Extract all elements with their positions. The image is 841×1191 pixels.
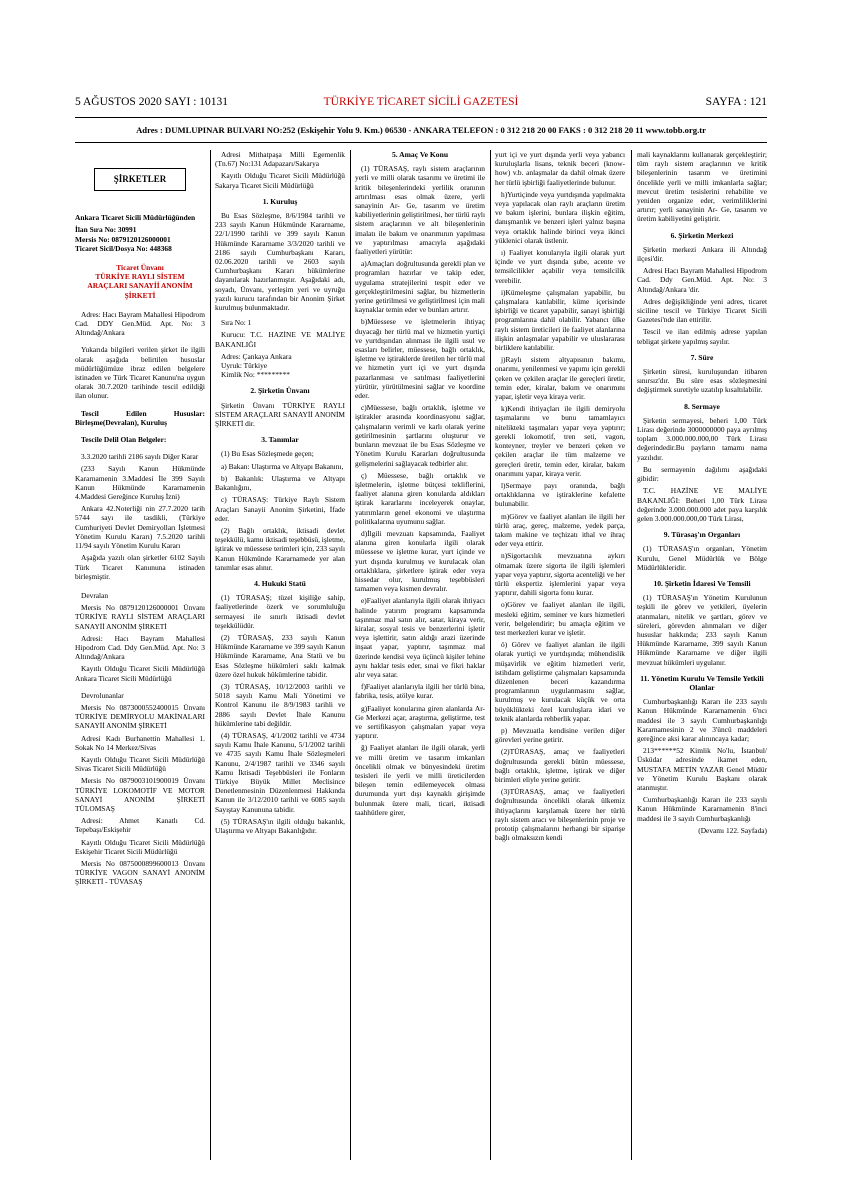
paragraph: Adresi: Hacı Bayram Mahallesi Hipodrom Cad. Ddy Gen.Müd. Apt. No: 3 Altındağ/Ankara xyxy=(75,633,205,662)
paragraph: Cumhurbaşkanlığı Kararı ile 233 sayılı Kanun Hükmünde Kararnamenin 8'inci maddesi ile 3 sayılı Cumhurbaşkanlığı xyxy=(637,795,767,823)
paragraph: l)Sermaye payı oranında, bağlı ortaklıklarına ve iştiraklerine kefalette bulunabilir. xyxy=(495,480,625,509)
paragraph: Adresi Hacı Bayram Mahallesi Hipodrom Cad. Ddy Gen.Müd. Apt. No: 3 Altındağ/Ankara 'dir. xyxy=(637,266,767,294)
paragraph: Ankara 42.Noterliği nin 27.7.2020 tarih 5744 sayı ile tasdikli, (Türkiye Cumhuriyeti Devlet Demiryolları İşletmesi Yönetim Kurulu Kararı) 7.5.2020 tarihli 11/94 sayılı Yönetim Kurulu Kararı xyxy=(75,504,205,551)
article-columns xyxy=(75,150,767,1160)
paragraph: (1) Bu Esas Sözleşmede geçen; xyxy=(221,449,314,459)
paragraph: i)Kümeleşme çalışmaları yapabilir, bu çalışmalara katılabilir, küme içerisinde işbirliği ve ticaret yapabilir, sanayi işbirliği programlarına dahil olabilir. Yabancı ülke raylı sistem üreticileri ile faaliyet alanlarına ilişkin anlaşmalar yapabilir ve uluslararası birliklere katılabilir. xyxy=(495,287,625,353)
paragraph: b) Bakanlık: Ulaştırma ve Altyapı Bakanlığını, xyxy=(215,473,345,493)
paragraph: ö) Görev ve faaliyet alanları ile ilgili olarak yurtiçi ve yurtdışında; mühendislik müşavirlik ve eğitim hizmetleri verir, istihdam geliştirme çalışmaları kapsamında düzenlenen beceri kazandırma programlarının uygulanmasını sağlar, kurulmuş ve kurulacak küçük ve orta büyüklükteki özel kuruluşlara idari ve teknik alanlarda rehberlik yapar. xyxy=(495,640,625,723)
registry-office: Ankara Ticaret Sicili Müdürlüğünden xyxy=(75,213,196,223)
gazette-title: TÜRKİYE TİCARET SİCİLİ GAZETESİ xyxy=(323,96,519,108)
ilan-number: İlan Sıra No: 30991 xyxy=(75,225,137,235)
paragraph: (1) TÜRASAŞ'ın Yönetim Kurulunun teşkili ile görev ve yetkileri, üyelerin atanmaları, nitelik ve şartları, görev ve süreleri, görevden alınmaları ve diğer hususlar hakkında; 233 sayılı Kanun Hükmünde Kararname, 399 sayılı Kanun Hükmünde Kararname ve diğer ilgili mevzuat hükümleri uygulanır. xyxy=(637,593,767,667)
company-title-label: Ticaret Ünvanı xyxy=(116,263,164,273)
issue-date: 5 AĞUSTOS 2020 SAYI : 10131 xyxy=(75,96,229,108)
paragraph: m)Görev ve faaliyet alanları ile ilgili her türlü araç, gereç, malzeme, yedek parça, takım makine ve teçhizatı ithal ve ihraç eder veya ettirir. xyxy=(495,511,625,549)
column-5 xyxy=(637,150,767,1160)
page-header xyxy=(75,96,767,118)
paragraph: n)Sigortacılık mevzuatına aykırı olmamak üzere sigorta ile ilgili işlemleri yapar veya yaptırır, sigorta acenteliği ve her türlü ekspertiz işlemlerini yapar veya yaptırır, dahili sigorta fonu kurar. xyxy=(495,551,625,598)
paragraph: Adres: Çankaya Ankara xyxy=(221,351,292,361)
paragraph: Kimlik No: ********* xyxy=(221,370,290,380)
continued-note: (Devamı 122. Sayfada) xyxy=(698,825,767,835)
column-divider xyxy=(210,150,211,1160)
paragraph: Bu Esas Sözleşme, 8/6/1984 tarihli ve 233 sayılı Kanun Hükmünde Kararname, 22/1/1990 tarihli ve 399 sayılı Kanun Hükmünde Kararname 3/3/2020 tarihli ve 2186 sayılı Cumhurbaşkanı Kararı, 02.06.2020 tarihli ve 2603 sayılı Cumhurbaşkanı Kararı hükümlerine dayanılarak hazırlanmıştır. Aşağıdaki adı, soyadı, Ünvanı, yerleşim yeri ve uyruğu yazılı kurucu tarafından bir Anonim Şirket kurulmuş bulunmaktadır. xyxy=(215,211,345,313)
paragraph: Sıra No: 1 xyxy=(221,318,252,328)
paragraph: e)Faaliyet alanlarıyla ilgili olarak ihtiyacı halinde yatırım programı kapsamında taşınmaz mal satın alır, satar, kiraya verir, kiralar, sosyal tesis ve benzerlerini işletir veya işlettirir, satın aldığı arazi üzerinde inşaat yapar, yaptırır, taşınmaz mal üzerinde kendisi veya üçüncü kişiler lehine aynı haklar tesis eder, sınai ve fikri haklar alır veya satar. xyxy=(355,596,485,679)
subheading: Devralan xyxy=(81,590,109,600)
company-title: TÜRKİYE RAYLI SİSTEM ARAÇLARI SANAYİİ ANONİM ŞİRKETİ xyxy=(87,272,193,300)
column-divider xyxy=(631,150,632,1160)
paragraph: b)Müessese ve işletmelerin ihtiyaç duyacağı her türlü mal ve hizmetin yurtiçi ve yurtdışından alınması ile ilgili usul ve esasları belirler, müessese, bağlı ortaklık, işletme ve iştiraklerde üretilen her türlü mal ve hizmetin yurt içi ve yurt dışında pazarlanması ve satılması faaliyetlerini yürütür, yürütülmesini sağlar ve koordine eder. xyxy=(355,317,485,401)
subheading: Devrolunanlar xyxy=(81,690,124,700)
column-3 xyxy=(355,150,485,1160)
paragraph: f)Faaliyet alanlarıyla ilgili her türlü bina, fabrika, tesis, atölye kurar. xyxy=(355,682,485,701)
section-heading: 3. Tanımlar xyxy=(261,435,299,445)
paragraph: o)Görev ve faaliyet alanları ile ilgili, mesleki eğitim, seminer ve kurs hizmetleri verir, belgelendirir; bu amaçla eğitim ve test merkezleri kurar ve işletir. xyxy=(495,600,625,637)
paragraph: 3.3.2020 tarihli 2186 sayılı Diğer Karar xyxy=(81,452,199,462)
paragraph: Şirketin sermayesi, beheri 1,00 Türk Lirası değerinde 3000000000 paya ayrılmış toplam 3.000.000.000,00 Türk Lirası değerindedir.Bu payların tamamı nama yazılıdır. xyxy=(637,415,767,462)
paragraph: (2)TÜRASAŞ, amaç ve faaliyetleri doğrultusunda gerekli bütün müessese, bağlı ortaklık, işletme, iştirak ve diğer birimleri eliyle yerine getirir. xyxy=(495,747,625,784)
column-1 xyxy=(75,150,205,1160)
paragraph: (233 Sayılı Kanun Hükmünde Kararnamenin 3.Maddesi İle 399 Sayılı Kanun Hükmünde Kararnamenin 4.Maddesi Gereğince Kuruluş İzni) xyxy=(75,464,205,502)
paragraph: Adresi Mithatpaşa Milli Egemenlik (Tn.67) No:131 Adapazarı/Sakarya xyxy=(215,150,345,169)
paragraph: ç) Müessese, bağlı ortaklık ve işletmelerin, işletme bütçesi tekliflerini, faaliyet alanına giren konularda aldıkları iştirak kararlarını inceleyerek onaylar, yatırımların genel ekonomi ve ulaştırma politikalarına uyumunu sağlar. xyxy=(355,470,485,526)
column-4 xyxy=(495,150,625,1160)
paragraph: h)Yurtiçinde veya yurtdışında yapılmakta veya yapılacak olan raylı araçların üretim ve bakım işlerini, bunlara ilişkin eğitim, danışmanlık ve benzeri işleri yalnız başına veya ortaklık halinde birinci veya ikinci yüklenici olarak üstlenir. xyxy=(495,189,625,245)
paragraph: Mersis No 0875000899600013 Ünvanı TÜRKİYE VAGON SANAYİ ANONİM ŞİRKETİ - TÜVASAŞ xyxy=(75,858,205,887)
paragraph: a)Amaçları doğrultusunda gerekli plan ve programları hazırlar ve takip eder, uygulama stratejilerini tespit eder ve gerçekleştirilmesini sağlar, bu hizmetlerin yerine getirilmesi ve geliştirilmesi için mali kaynaklar temin eder ve bunları artırır. xyxy=(355,259,485,315)
paragraph: Aşağıda yazılı olan şirketler 6102 Sayılı Türk Ticaret Kanununa istinaden birleşmiştir. xyxy=(75,553,205,581)
column-divider xyxy=(490,150,491,1160)
paragraph: c) TÜRASAŞ: Türkiye Raylı Sistem Araçları Sanayii Anonim Şirketini, İfade eder. xyxy=(215,495,345,523)
paragraph: Şirketin Ünvanı TÜRKİYE RAYLI SİSTEM ARAÇLARI SANAYİİ ANONİM ŞİRKETİ dir. xyxy=(215,400,345,429)
paragraph: mali kaynaklarını kullanarak gerçekleştirir; tüm raylı sistem araçlarının ve kritik bileşenlerinin tasarım ve üretimini öncelikle yerli ve milli imkanlarla sağlar; mevcut üretim tesislerini rehabilite ve yeniden organize eder, verimliliklerini artırır; yerli sanayinin Ar- Ge, tasarım ve üretim kabiliyetini geliştirir. xyxy=(637,150,767,224)
paragraph: k)Kendi ihtiyaçları ile ilgili demiryolu taşımalarını ve bunu tamamlayıcı nitelikteki taşımaları yapar veya yaptırır; gerekli lokomotif, tren seti, vagon, konteyner, treyler ve benzeri çeken ve çekilen araçlar ile tüm malzeme ve gereçleri üretir, temin eder, kiralar, bakım onarımını yapar, kiraya verir. xyxy=(495,404,625,478)
paragraph: Adresi: Ahmet Kanatlı Cd. Tepebaşı/Eskişehir xyxy=(75,816,205,835)
section-heading: 10. Şirketin İdaresi Ve Temsili xyxy=(653,578,751,588)
paragraph: Yukarıda bilgileri verilen şirket ile ilgili olarak aşağıda belirtilen hususlar müdürlüğümüze ibraz edilen belgelere istinaden ve Türk Ticaret Kanunu'na uygun olarak 30.7.2020 tarihinde tescil edildiği ilan olunur. xyxy=(75,345,205,401)
section-heading: 5. Amaç Ve Konu xyxy=(391,150,449,159)
paragraph: Cumhurbaşkanlığı Kararı ile 233 sayılı Kanun Hükmünde Kararnamenin 6'ncı maddesi ile 3 sayılı Cumhurbaşkanlığı Kararnamesinin 2 ve 3'üncü maddeleri gereğince aksi karar alınıncaya kadar; xyxy=(637,697,767,743)
paragraph: ğ) Faaliyet alanları ile ilgili olarak, yerli ve milli üretim ve tasarım imkanları öncelikli olmak ve bünyesindeki üretim tesisleri ile yerli ve milli üreticilerden bileşen temin edilemeyecek olması durumunda yurt dışı kaynaklı girişimde bulunmak üzere mali, ticari, iktisadi taahhütlere girer, xyxy=(355,743,485,817)
paragraph: p) Mevzuatla kendisine verilen diğer görevleri yerine getirir. xyxy=(495,725,625,745)
page-number: SAYFA : 121 xyxy=(705,96,767,108)
section-box-title: ŞİRKETLER xyxy=(94,168,186,191)
paragraph: Uyruk: Türkiye xyxy=(221,361,268,371)
address-divider xyxy=(75,142,767,143)
paragraph: (4) TÜRASAŞ, 4/1/2002 tarihli ve 4734 sayılı Kamu İhale Kanunu, 5/1/2002 tarihli ve 4735 sayılı Kamu İhale Sözleşmeleri Kanunu, 2/4/1987 tarihli ve 3346 sayılı Kamu İktisadi Teşebbüsleri ile Fonların Türkiye Büyük Millet Meclisince Denetlenmesinin Düzenlenmesi Hakkında Kanun ile 3/12/2010 tarihli ve 6085 sayılı Sayıştay Kanununa tabidir. xyxy=(215,730,345,814)
paragraph: d)İlgili mevzuatı kapsamında, Faaliyet alanına giren konularla ilgili olarak müessese ve işletme kurar, yurt içinde ve yurt dışında kurulmuş ve kurulacak olan ortaklıklara, şirketlere iştirak eder veya hissedar olur, kurulmuş teşebbüsleri tamamen veya kısmen devralır. xyxy=(355,528,485,594)
section-heading: 9. Türasaş'ın Organları xyxy=(663,530,741,540)
paragraph: Adres değişikliğinde yeni adres, ticaret siciline tescil ve Türkiye Ticaret Sicili Gazetesi'nde ilan ettirilir. xyxy=(637,296,767,325)
paragraph: (3) TÜRASAŞ, 10/12/2003 tarihli ve 5018 sayılı Kamu Mali Yönetimi ve Kontrol Kanunu ile 8/9/1983 tarihli ve 2886 sayılı Devlet İhale Kanunu hükümlerine tabi değildir. xyxy=(215,681,345,728)
sicil-number: Ticaret Sicil/Dosya No: 448368 xyxy=(75,243,172,253)
evidence-heading: Tescile Delil Olan Belgeler: xyxy=(81,435,167,445)
paragraph: (1) TÜRASAŞ; tüzel kişiliğe sahip, faaliyetlerinde özerk ve sorumluluğu sermayesi ile sınırlı iktisadi devlet teşekkülüdür. xyxy=(215,593,345,630)
paragraph: a) Bakan: Ulaştırma ve Altyapı Bakanını, xyxy=(221,461,344,471)
paragraph: Kayıtlı Olduğu Ticaret Sicili Müdürlüğü Eskişehir Ticaret Sicili Müdürlüğü xyxy=(75,837,205,856)
paragraph: Kayıtlı Olduğu Ticaret Sicili Müdürlüğü Ankara Ticaret Sicili Müdürlüğü xyxy=(75,664,205,683)
registered-matters: Tescil Edilen Hususlar: Birleşme(Devralan), Kuruluş xyxy=(75,408,205,427)
paragraph: (3)TÜRASAŞ, amaç ve faaliyetleri doğrultusunda öncelikli olarak ülkemiz ihtiyaçlarını karşılamak üzere her türlü raylı sistem aracı ve bileşenlerinin proje ve prototip çalışmalarını herhangi bir siparişe bağlı olmaksızın kendi xyxy=(495,787,625,843)
company-address: Adres: Hacı Bayram Mahallesi Hipodrom Cad. DDY Gen.Müd. Apt. No: 3 Altındağ/Ankara xyxy=(75,309,205,338)
paragraph: Mersis No 0873000552400015 Ünvanı TÜRKİYE DEMİRYOLU MAKİNALARI SANAYİİ ANONİM ŞİRKETİ xyxy=(75,702,205,731)
paragraph: g)Faaliyet konularına giren alanlarda Ar- Ge Merkezi açar, araştırma, geliştirme, test ve sertifikasyon çalışmaları yapar veya yaptırır. xyxy=(355,703,485,741)
paragraph: Şirketin süresi, kuruluşundan itibaren sınırsız'dır. Bu süre esas sözleşmesini değiştirmek suretiyle uzatılıp kısaltılabilir. xyxy=(637,367,767,395)
paragraph: (1) TÜRASAŞ, raylı sistem araçlarının yerli ve milli olarak tasarımı ve üretimi ile kritik bileşenlerindeki yerlilik oranının artırılması esas olmak üzere, yerli sanayinin Ar- Ge, tasarım ve üretim kabiliyetlerinin geliştirilmesi, her türlü raylı sistem araçlarının ve alt bileşenlerinin imalatı ile bakım ve onarımının yapılması ve yaptırılması amacıyla aşağıdaki faaliyetleri yürütür: xyxy=(355,164,485,257)
paragraph: (2) TÜRASAŞ, 233 sayılı Kanun Hükmünde Kararname ve 399 sayılı Kanun Hükmünde Kararname, Ana Statü ve bu Esas Sözleşme hükümleri saklı kalmak üzere özel hukuk hükümlerine tabidir. xyxy=(215,632,345,679)
section-heading: 7. Süre xyxy=(690,352,714,362)
column-divider xyxy=(350,150,351,1160)
column-2 xyxy=(215,150,345,1160)
paragraph: Mersis No 0879120126000001 Ünvanı TÜRKİYE RAYLI SİSTEM ARAÇLARI SANAYİİ ANONİM ŞİRKETİ xyxy=(75,603,205,631)
mersis-number: Mersis No: 0879120126000001 xyxy=(75,234,171,244)
paragraph: yurt içi ve yurt dışında yerli veya yabancı kuruluşlarla lisans, teknik beceri (know- how) v.b. anlaşmalar da dahil olmak üzere her türlü işbirliği faaliyetlerinde bulunur. xyxy=(495,150,625,187)
paragraph: Şirketin merkezi Ankara ili Altındağ ilçesi'dir. xyxy=(637,244,767,264)
paragraph: (2) Bağlı ortaklık, iktisadi devlet teşekkülü, kamu iktisadi teşebbüsü, işletme, iştirak ve müessese terimleri için, 233 sayılı Kanun Hükmünde Kararnamede yer alan tanımlar esas alınır. xyxy=(215,525,345,572)
paragraph: (5) TÜRASAŞ'ın ilgili olduğu bakanlık, Ulaştırma ve Altyapı Bakanlığıdır. xyxy=(215,816,345,835)
paragraph: 213******52 Kimlik No'lu, İstanbul/Üsküdar adresinde ikamet eden, MUSTAFA METİN YAZAR Genel Müdür ve Yönetim Kurulu Başkanı olarak atanmıştır. xyxy=(637,746,767,792)
paragraph: T.C. HAZİNE VE MALİYE BAKANLIĞI: Beheri 1,00 Türk Lirası değerinde 3.000.000.000 adet paya karşılık gelen 3.000.000.000,00 Türk Lirası, xyxy=(637,486,767,523)
section-heading: 1. Kuruluş xyxy=(262,196,298,206)
paragraph: Tescil ve ilan edilmiş adrese yapılan tebligat şirkete yapılmış sayılır. xyxy=(637,327,767,346)
paragraph: Mersis No 0879003101900019 Ünvanı TÜRKİYE LOKOMOTİF VE MOTOR SANAYİ ANONİM ŞİRKETİ TÜLOMSAŞ xyxy=(75,776,205,813)
paragraph: Adresi Kadı Burhanettin Mahallesi 1. Sokak No 14 Merkez/Sivas xyxy=(75,733,205,752)
section-heading: 4. Hukuki Statü xyxy=(254,578,306,588)
section-heading: 6. Şirketin Merkezi xyxy=(670,230,734,240)
paragraph: Bu sermayenin dağılımı aşağıdaki gibidir: xyxy=(637,464,767,484)
contact-address: Adres : DUMLUPINAR BULVARI NO:252 (Eskişehir Yolu 9. Km.) 06530 - ANKARA TELEFON : 0 312 218 20 00 FAKS : 0 312 218 20 11 www.tobb.org.tr xyxy=(136,125,706,135)
paragraph: (1) TÜRASAŞ'ın organları, Yönetim Kurulu, Genel Müdürlük ve Bölge Müdürlükleridir. xyxy=(637,544,767,572)
section-heading: 11. Yönetim Kurulu Ve Temsile Yetkili Olanlar xyxy=(640,673,764,692)
paragraph: c)Müessese, bağlı ortaklık, işletme ve iştirakler arasında koordinasyonu sağlar, çalışmaların verimli ve karlı olarak yerine getirilmesinin şartlarını oluşturur ve bunların mevzuat ile bu Esas Sözleşme ve Yönetim Kurulu Kararları doğrultusunda gelişmelerini sağlayacak tedbirler alır. xyxy=(355,403,485,468)
paragraph: j)Raylı sistem altyapısının bakımı, onarımı, yenilenmesi ve yapımı için gerekli çeken ve çekilen araçlar ile gereçleri üretir, temin eder, kiralar, bakım ve onarımını yapar, işletir veya kiraya verir. xyxy=(495,355,625,402)
section-heading: 2. Şirketin Ünvanı xyxy=(250,386,310,396)
paragraph: Kayıtlı Olduğu Ticaret Sicili Müdürlüğü Sakarya Ticaret Sicili Müdürlüğü xyxy=(215,171,345,190)
header-divider xyxy=(75,117,767,118)
paragraph: Kayıtlı Olduğu Ticaret Sicili Müdürlüğü Sivas Ticaret Sicili Müdürlüğü xyxy=(75,754,205,774)
paragraph: Kurucu: T.C. HAZİNE VE MALİYE BAKANLIĞI xyxy=(215,330,345,349)
section-heading: 8. Sermaye xyxy=(684,401,720,411)
paragraph: ı) Faaliyet konularıyla ilgili olarak yurt içinde ve yurt dışında şube, acente ve temsilcilikler açabilir veya temsilcilik verebilir. xyxy=(495,248,625,285)
